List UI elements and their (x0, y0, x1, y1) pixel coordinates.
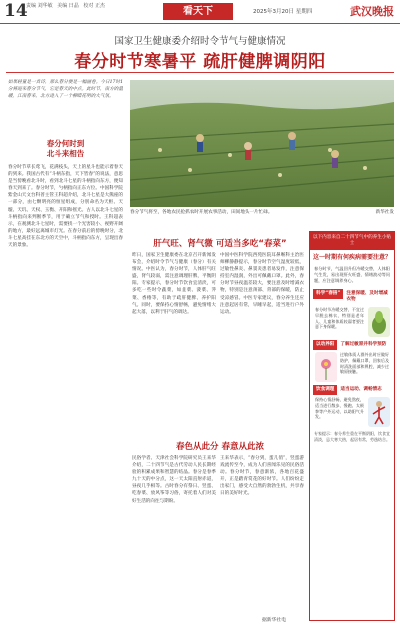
headline-divider (6, 72, 394, 73)
article-kicker: 国家卫生健康委介绍时令节气与健康情况 (114, 36, 286, 47)
editor-credit: 责编 刘华敏 (26, 3, 53, 9)
article-body-mid-1: 昨日，国家卫生健康委在北京召开新闻发布会，介绍时令节气与健康（春分）有关情况。中医认为，春分时节，人体肝气旺盛，肾气较弱，需注意调理肝脾，平衡阴阳。专家提示，春分时节饮食宜清淡，可多吃一些时令蔬菜，如韭菜、菠菜、荠菜、香椿等，有助于疏肝健脾、养护阳气。同时，要保持心情舒畅，避免情绪大起大落，以利于肝气的调达。 (132, 253, 216, 315)
tip-card (313, 289, 391, 337)
proofreader-credit: 校对 正杰 (83, 3, 105, 9)
section-label: 看天下 (163, 3, 233, 20)
farm-photo (130, 80, 394, 207)
wire-credit: 据新华社电 (262, 618, 286, 623)
designer-credit: 美编 曰晶 (57, 3, 79, 9)
tip-subtitle: 适当运动、调畅情志 (340, 387, 382, 392)
flower-illustration (315, 352, 337, 382)
page-header (0, 0, 400, 24)
subheading-liver-kidney: 肝气旺、肾气微 可适当多吃“春菜” (153, 239, 287, 249)
tip-subtitle: 注意保暖、及时增减衣物 (346, 291, 388, 302)
article-intro: 如果轻量是一首诗，那么春分便是一幅画卷。今日17时1分将迎来春分节气，它是春天的中点。此时节，南方的温暖，江南春来，北方进入了一个柳暗花明的大气氛。 (8, 80, 123, 100)
vegetable-illustration (368, 307, 390, 337)
tip-subtitle: 了解过敏原并科学预防 (340, 342, 387, 347)
article-body-mid-2: 中国中医科学院西苑医院耳鼻喉科主治医师柳静静提示，春分时节空气湿度较低，过敏性鼻炎、鼻窦炎患者易发作，注意保持室内湿润，外出可佩戴口罩。此外，春分时节昼夜温差较大，要注意及时增减衣物，特别是注意颈部、背部的保暖，防止受凉感冒。中医专家建议，春分养生还应注意起居有常，早睡早起，适当进行户外运动。 (220, 253, 304, 315)
tip-title: 以动养阳 (313, 340, 337, 350)
article-body-left: 春分时节草长莺飞，花满枝头，天上的星斗也能示着春天的到来。我国古代有“斗柄东指，天下皆春”的说法，意思是当傍晚看北斗时，看到北斗七星的斗柄指向东方，便知春天到来了。春分时节，勺柄指向正东方位。中国科学院紫金山天文台科普主管王科超介绍，北斗七星是大熊座的一部分，由七颗明亮的恒星组成，分别命名为天枢、天璇、天玑、天权、玉衡、开阳和摇光。古人以北斗七星的斗柄指向来判断季节，用于确立节气和授时。王科超表示，在观测北斗七星时，需要找一个光害较小、视野开阔的地方，最好远离城市灯光。在春分前后的傍晚时分，北斗七星高挂在东北方的天空中，斗柄指向东方，呈现出春天的景象。 (8, 165, 123, 249)
photo-credit: 新华社发 (375, 210, 394, 215)
tip-card (313, 340, 391, 382)
article-body-mid-4: 王来华表示，“春分到，蛋儿俏”，竖蛋游戏流传至今，成为人们喜闻乐见的民俗活动。春分时节，春意渐浓，各地百花盛开，正是踏青赏花的好时节。人们纷纷走出家门，感受大自然的勃勃生机，共享春日的美好时光。 (220, 456, 304, 497)
tip-card (313, 385, 391, 427)
subheading-spring-colors: 春色从此分 春意从此浓 (176, 442, 264, 452)
tip-body: 过敏体质人群外出时应做好防护，佩戴口罩，回家后及时清洗面部和鼻腔，减少过敏原接触。 (340, 352, 389, 375)
tip-body: 保持心情舒畅，避免熬夜，适当进行散步、慢跑、太极拳等户外运动，以助阳气升发。 (315, 397, 364, 420)
sidebar-question: 这一时期有何疾病需要注意？ (312, 254, 391, 261)
subheading-beidou: 春分何时到 北斗来相告 (46, 139, 85, 158)
article-headline: 春分时节寒暑平 疏肝健脾调阴阳 (74, 52, 326, 72)
sidebar-blurb: 春分时节，气温回升但冷暖交替，人体阳气生发，易出现肝火旺盛、情绪波动等问题，应注意调养身心。 (314, 266, 390, 283)
sidebar-footer: 专家提示：春分养生重在平衡阴阳，饮食宜清淡，忌大寒大热，起居有常，劳逸结合。 (314, 431, 390, 442)
health-tips-sidebar (309, 231, 395, 621)
sidebar-banner: 以下内容来自二十四节气中的养生小贴士 (310, 232, 394, 250)
newspaper-name: 武汉晚报 (350, 5, 394, 18)
tip-title: 饮食调理 (313, 385, 337, 395)
article-body-mid-3: 民俗学者、天津社会科学院研究员王来华介绍，二十四节气是古代劳动人民长期经验的积累成果和智慧的结晶。春分是春季九十天的中分点，这一天太阳直射赤道，昼夜几乎相等。古时春分有祭日、竖蛋、吃春菜、放风筝等习俗，寄托着人们对美好生活的向往与期盼。 (132, 456, 216, 504)
farm-photo-illustration (130, 80, 394, 207)
photo-caption: 春分节气将至，各地农民抢抓农时开展农事活动，田间地头一片忙碌。 (130, 210, 273, 215)
staff-credits (26, 3, 108, 10)
tip-body: 春分时节冷暖交替，不宜过早脱去棉衣，特别是老年人、儿童和体质较弱者要注意下身保暖。 (315, 307, 364, 330)
photo-caption-row (130, 209, 394, 215)
tip-title: 科学“春捂” (313, 289, 343, 299)
exercise-illustration (368, 397, 390, 427)
issue-date: 2025年3月20日 星期四 (253, 9, 313, 15)
page-number: 14 (4, 1, 28, 21)
